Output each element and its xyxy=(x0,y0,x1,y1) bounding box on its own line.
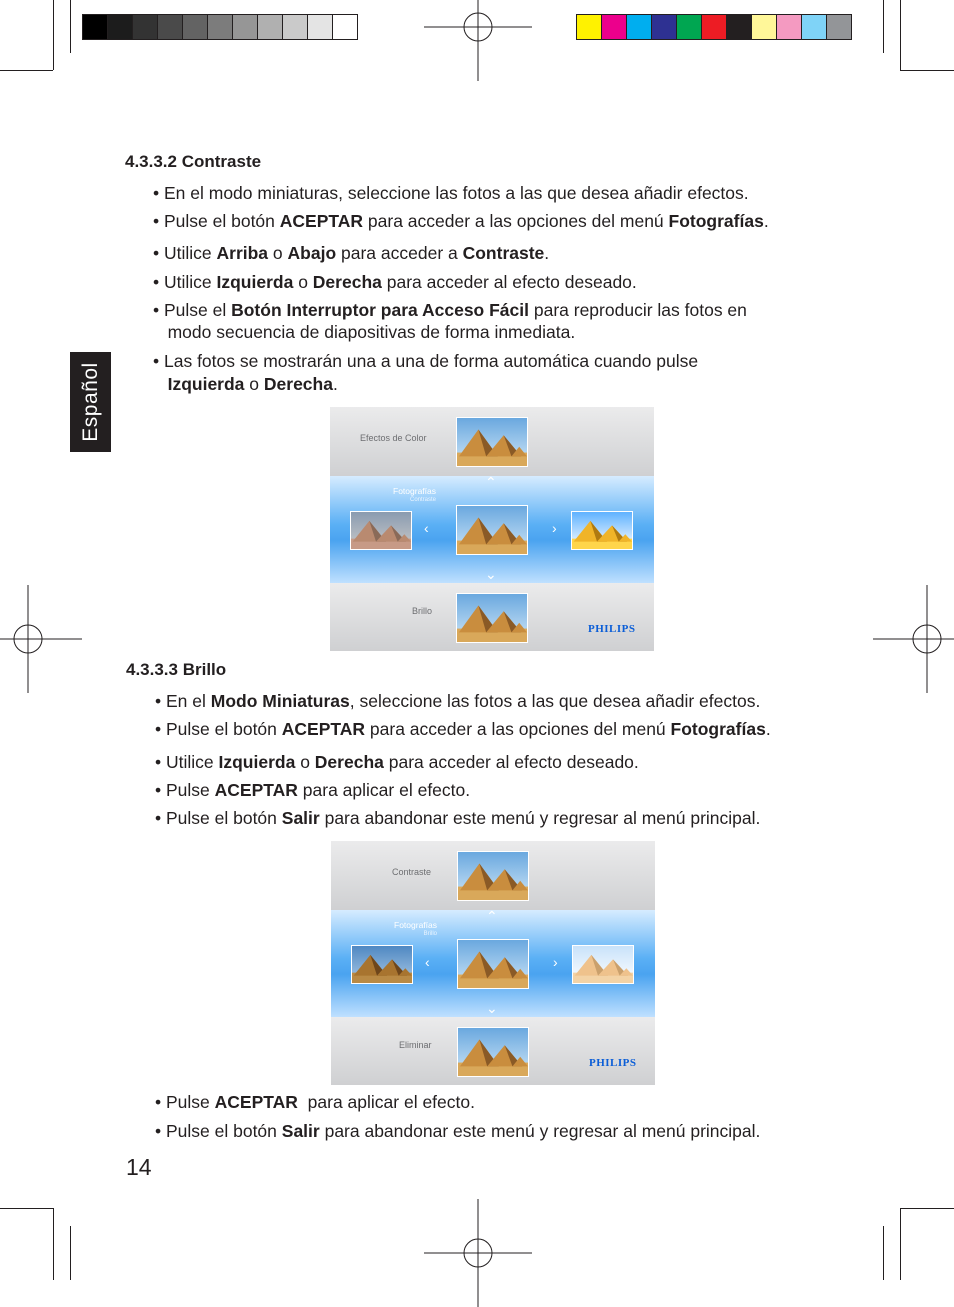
bullet-line xyxy=(153,182,749,205)
menu-sublabel-selected: Brillo xyxy=(423,931,437,937)
color-swatch xyxy=(776,14,802,40)
chevron-down-icon: ⌄ xyxy=(485,566,497,582)
bullet-text: • En el xyxy=(155,691,211,711)
bullet-line xyxy=(153,242,549,265)
photo-thumbnail xyxy=(456,593,528,643)
bullet-line xyxy=(155,1120,760,1143)
photo-thumbnail-current[interactable] xyxy=(457,939,529,989)
menu-label-selected: Fotografías xyxy=(394,920,437,930)
color-swatch xyxy=(282,14,308,40)
bullet-text: • Pulse xyxy=(155,780,215,800)
bullet-text: . xyxy=(332,374,338,394)
chevron-left-icon: ‹ xyxy=(425,954,430,970)
bullet-text: Derecha xyxy=(314,752,384,772)
color-swatch xyxy=(257,14,283,40)
bullet-text: Modo Miniaturas xyxy=(210,691,350,711)
registration-mark-icon xyxy=(873,585,954,693)
bullet-text: para abandonar este menú y regresar al menú principal. xyxy=(319,808,761,828)
bullet-line xyxy=(155,690,760,713)
menu-label-top: Contraste xyxy=(392,867,432,877)
bullet-text: . xyxy=(765,719,771,739)
color-swatch xyxy=(601,14,627,40)
bullet-line xyxy=(153,271,637,294)
bullet-text: . xyxy=(763,211,769,231)
bullet-text xyxy=(153,374,168,394)
bullet-line xyxy=(155,751,639,774)
bullet-line xyxy=(155,779,470,802)
bullet-text: • Pulse el botón xyxy=(155,719,282,739)
menu-sublabel-selected: Contraste xyxy=(409,497,436,503)
color-swatch xyxy=(107,14,133,40)
bullet-text: Fotografías xyxy=(670,719,766,739)
bullet-text: Izquierda xyxy=(216,272,294,292)
language-tab xyxy=(70,352,111,452)
bullet-text: para reproducir las fotos en xyxy=(529,300,747,320)
bullet-text: modo secuencia de diapositivas de forma inmediata. xyxy=(153,322,576,342)
section-heading-brillo: 4.3.3.3 Brillo xyxy=(126,660,227,679)
section-heading-contraste: 4.3.3.2 Contraste xyxy=(125,152,262,171)
menu-label-top: Efectos de Color xyxy=(360,433,427,443)
bullet-line xyxy=(155,718,771,741)
bullet-text: ACEPTAR xyxy=(214,780,298,800)
bullet-text: para acceder al efecto deseado. xyxy=(381,272,637,292)
philips-logo: PHILIPS xyxy=(588,623,636,635)
bullet-text: • Utilice xyxy=(153,272,217,292)
photo-thumbnail xyxy=(457,851,529,901)
color-swatch xyxy=(207,14,233,40)
bullet-line xyxy=(155,1091,475,1114)
bullet-text: ACEPTAR xyxy=(214,1092,298,1112)
bullet-text: • Pulse el botón xyxy=(155,808,282,828)
bullet-text: • Las fotos se mostrarán una a una de forma automática cuando pulse xyxy=(153,351,699,371)
photo-thumbnail-previous xyxy=(350,511,412,550)
bullet-text: para abandonar este menú y regresar al menú principal. xyxy=(319,1121,761,1141)
bullet-text: Abajo xyxy=(287,243,337,263)
bullet-text: . xyxy=(544,243,550,263)
photo-thumbnail-next xyxy=(571,511,633,550)
bullet-text: para aplicar el efecto. xyxy=(297,780,471,800)
color-swatch xyxy=(307,14,333,40)
bullet-line xyxy=(153,299,747,322)
screen-contraste xyxy=(330,407,654,651)
bullet-line xyxy=(153,350,698,373)
color-swatch xyxy=(332,14,358,40)
bullet-text: • Pulse el botón xyxy=(153,211,280,231)
photo-thumbnail-next xyxy=(572,945,634,984)
bullet-text: Derecha xyxy=(312,272,382,292)
photo-thumbnail xyxy=(457,1027,529,1077)
color-swatch xyxy=(82,14,108,40)
bullet-text: Salir xyxy=(281,1121,320,1141)
bullet-text: Contraste xyxy=(462,243,545,263)
bullet-text: para acceder a xyxy=(336,243,463,263)
photo-thumbnail-previous xyxy=(351,945,413,984)
chevron-right-icon: › xyxy=(552,520,557,536)
bullet-text: Derecha xyxy=(263,374,333,394)
registration-mark-icon xyxy=(424,1199,532,1307)
menu-label-selected: Fotografías xyxy=(393,486,436,496)
color-swatch xyxy=(701,14,727,40)
philips-logo: PHILIPS xyxy=(589,1057,637,1069)
bullet-text: Botón Interruptor para Acceso Fácil xyxy=(231,300,529,320)
bullet-text: • Utilice xyxy=(153,243,217,263)
color-swatch xyxy=(157,14,183,40)
color-swatch xyxy=(182,14,208,40)
registration-mark-icon xyxy=(0,585,82,693)
bullet-line xyxy=(155,807,760,830)
screen-brillo xyxy=(331,841,655,1085)
bullet-line xyxy=(153,321,575,344)
bullet-text: o xyxy=(244,374,264,394)
chevron-up-icon: ⌃ xyxy=(486,908,498,924)
color-swatch xyxy=(576,14,602,40)
bullet-text: Izquierda xyxy=(167,374,245,394)
bullet-text: para acceder a las opciones del menú xyxy=(365,719,671,739)
bullet-line xyxy=(153,373,338,396)
bullet-text: • Pulse el botón xyxy=(155,1121,282,1141)
chevron-right-icon: › xyxy=(553,954,558,970)
bullet-text: Salir xyxy=(281,808,320,828)
color-swatch xyxy=(626,14,652,40)
chevron-down-icon: ⌄ xyxy=(486,1000,498,1016)
bullet-text: ACEPTAR xyxy=(279,211,364,231)
bullet-text: para acceder al efecto deseado. xyxy=(383,752,639,772)
bullet-text: o xyxy=(295,752,315,772)
photo-thumbnail-current[interactable] xyxy=(456,505,528,555)
bullet-text: o xyxy=(293,272,313,292)
bullet-text: Arriba xyxy=(216,243,269,263)
chevron-left-icon: ‹ xyxy=(424,520,429,536)
gray-swatch-bar xyxy=(83,14,358,40)
color-swatch xyxy=(801,14,827,40)
bullet-text: , seleccione las fotos a las que desea añadir efectos. xyxy=(349,691,761,711)
bullet-text: ACEPTAR xyxy=(281,719,366,739)
color-swatch xyxy=(726,14,752,40)
color-swatch xyxy=(132,14,158,40)
bullet-text: • Pulse el xyxy=(153,300,232,320)
bullet-text: • En el modo miniaturas, seleccione las fotos a las que desea añadir efectos. xyxy=(153,183,749,203)
color-swatch-bar xyxy=(577,14,852,40)
photo-thumbnail xyxy=(456,417,528,467)
color-swatch xyxy=(751,14,777,40)
page-number: 14 xyxy=(126,1154,152,1180)
menu-label-bottom: Brillo xyxy=(412,606,433,616)
bullet-text: • Utilice xyxy=(155,752,219,772)
bullet-text: Fotografías xyxy=(668,211,764,231)
menu-label-bottom: Eliminar xyxy=(399,1040,432,1050)
bullet-line xyxy=(153,210,769,233)
language-tab-label: Español xyxy=(78,362,102,442)
color-swatch xyxy=(651,14,677,40)
bullet-text: para aplicar el efecto. xyxy=(297,1092,475,1112)
bullet-text: Izquierda xyxy=(218,752,296,772)
bullet-text: o xyxy=(268,243,288,263)
bullet-text: • Pulse xyxy=(155,1092,215,1112)
color-swatch xyxy=(232,14,258,40)
chevron-up-icon: ⌃ xyxy=(485,474,497,490)
color-swatch xyxy=(676,14,702,40)
bullet-text: para acceder a las opciones del menú xyxy=(363,211,669,231)
color-swatch xyxy=(826,14,852,40)
registration-mark-icon xyxy=(424,0,532,81)
